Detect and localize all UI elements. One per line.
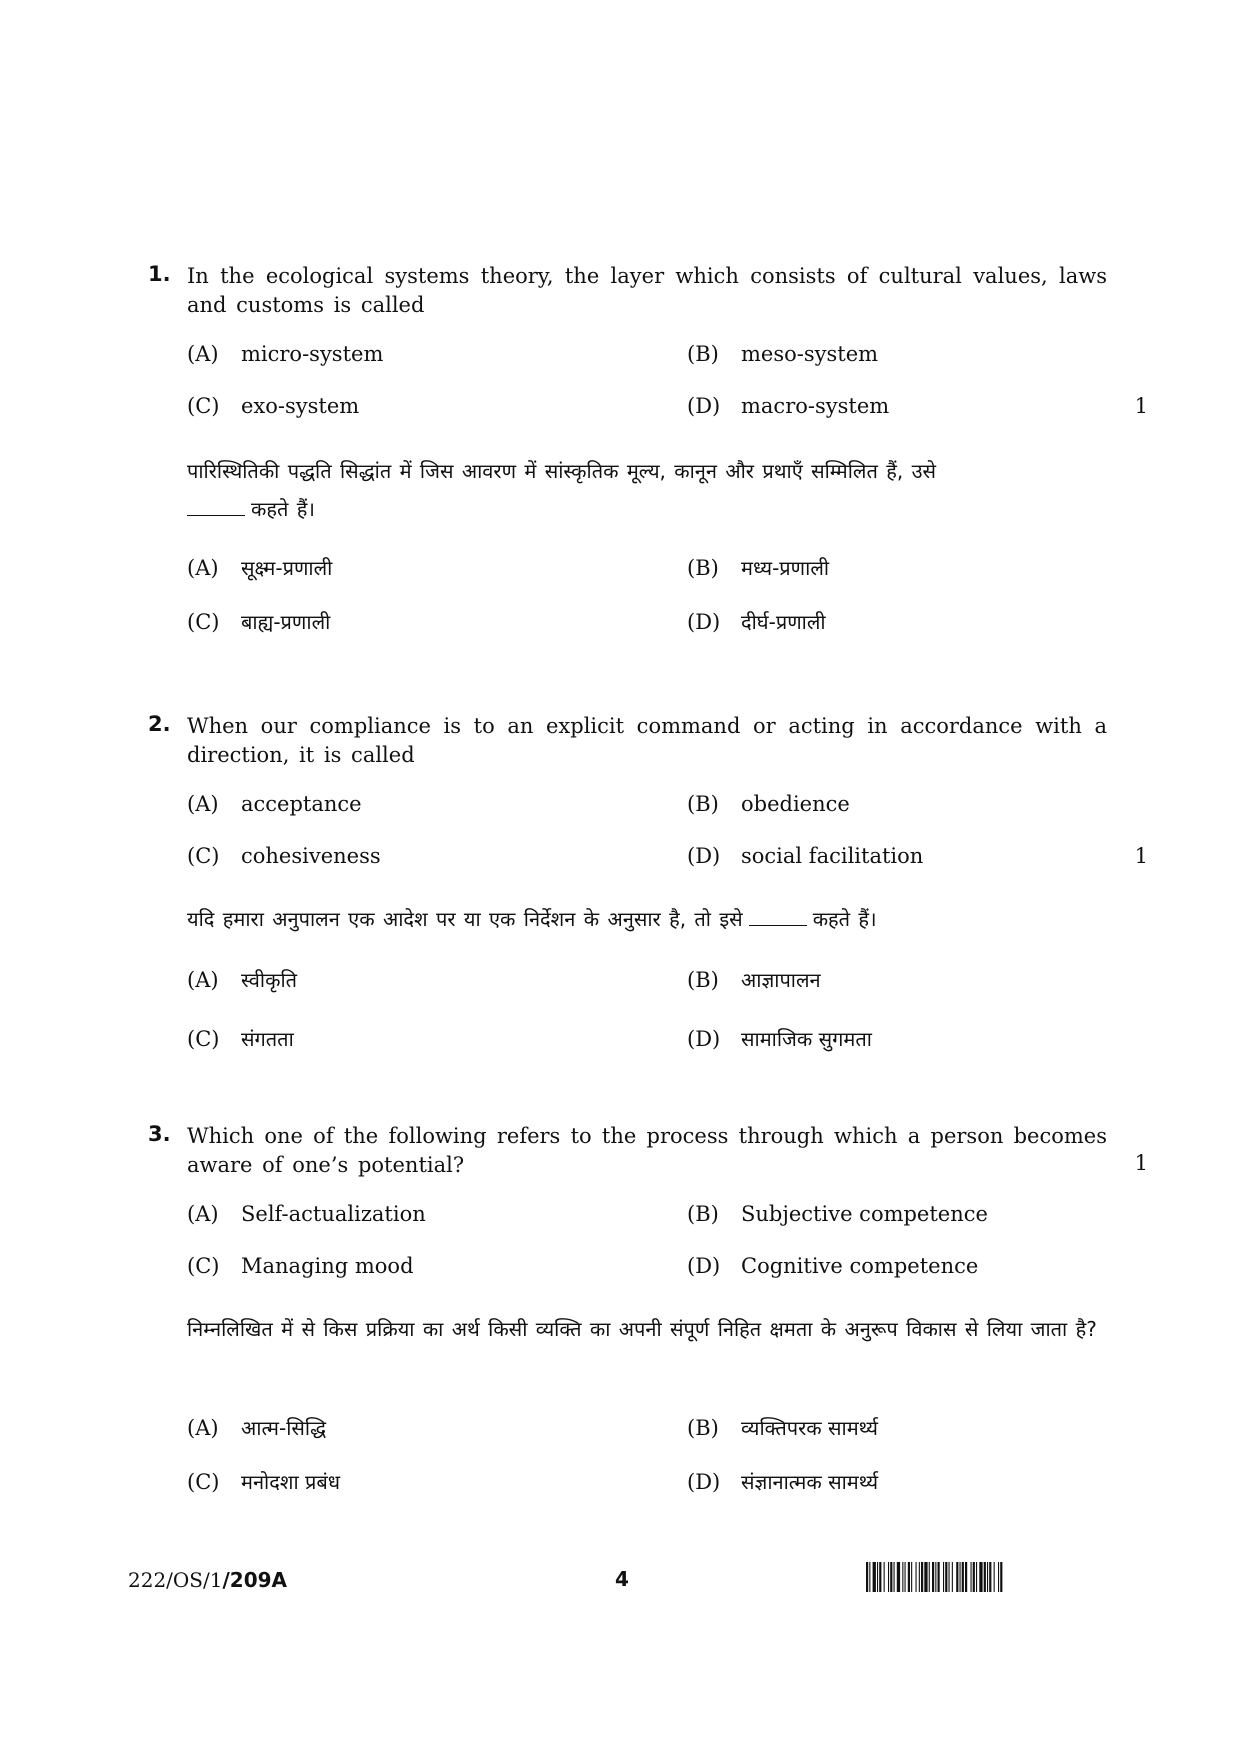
question-text-hi: यदि हमारा अनुपालन एक आदेश पर या एक निर्देशन के अनुसार है, तो इसे कहते हैं। [187,907,877,931]
question-text-hi: निम्नलिखित में से किस प्रक्रिया का अर्थ किसी व्यक्ति का अपनी संपूर्ण निहित क्षमता के अनुरूप विकास से लिया जाता है? [187,1317,1097,1341]
option-c-hi: (C) संगतता [187,1027,294,1051]
question-number: 3. [148,1122,171,1146]
paper-code: 222/OS/1/209A [128,1568,288,1592]
question-number: 2. [148,712,171,736]
question-text-en: In the ecological systems theory, the layer which consists of cultural values, laws and customs is called [187,264,1107,317]
option-c-en: (C) Managing mood [187,1254,414,1278]
marks: 1 [1134,1151,1148,1175]
marks: 1 [1134,844,1148,868]
option-c-hi: (C) मनोदशा प्रबंध [187,1470,341,1494]
answer-blank [187,514,245,516]
option-b-en: (B) obedience [687,792,850,816]
question-text-en: When our compliance is to an explicit command or acting in accordance with a direction, it is called [187,714,1107,767]
option-a-en: (A) Self-actualization [187,1202,426,1226]
option-d-hi: (D) दीर्घ-प्रणाली [687,610,826,634]
option-a-hi: (A) आत्म-सिद्धि [187,1416,327,1440]
option-d-en: (D) social facilitation [687,844,924,868]
marks: 1 [1134,394,1148,418]
option-b-hi: (B) व्यक्तिपरक सामर्थ्य [687,1416,878,1440]
option-a-hi: (A) स्वीकृति [187,968,298,992]
option-d-hi: (D) संज्ञानात्मक सामर्थ्य [687,1470,879,1494]
option-b-en: (B) meso-system [687,342,879,366]
answer-blank [749,924,807,926]
option-b-en: (B) Subjective competence [687,1202,988,1226]
option-a-hi: (A) सूक्ष्म-प्रणाली [187,556,333,580]
option-a-en: (A) acceptance [187,792,362,816]
option-c-hi: (C) बाह्य-प्रणाली [187,610,331,634]
option-a-en: (A) micro-system [187,342,384,366]
option-d-en: (D) macro-system [687,394,890,418]
barcode [866,1562,1130,1592]
option-c-en: (C) exo-system [187,394,360,418]
option-d-en: (D) Cognitive competence [687,1254,979,1278]
question-number: 1. [148,262,171,286]
question-text-hi: पारिस्थितिकी पद्धति सिद्धांत में जिस आवरण में सांस्कृतिक मूल्य, कानून और प्रथाएँ सम्मिलित हैं, उसे कहते हैं। [187,459,937,521]
page-number: 4 [615,1567,629,1591]
question-text-en: Which one of the following refers to the process through which a person becomes aware of one’s potential? [187,1124,1107,1177]
option-d-hi: (D) सामाजिक सुगमता [687,1027,872,1051]
option-b-hi: (B) मध्य-प्रणाली [687,556,830,580]
option-b-hi: (B) आज्ञापालन [687,968,821,992]
option-c-en: (C) cohesiveness [187,844,381,868]
